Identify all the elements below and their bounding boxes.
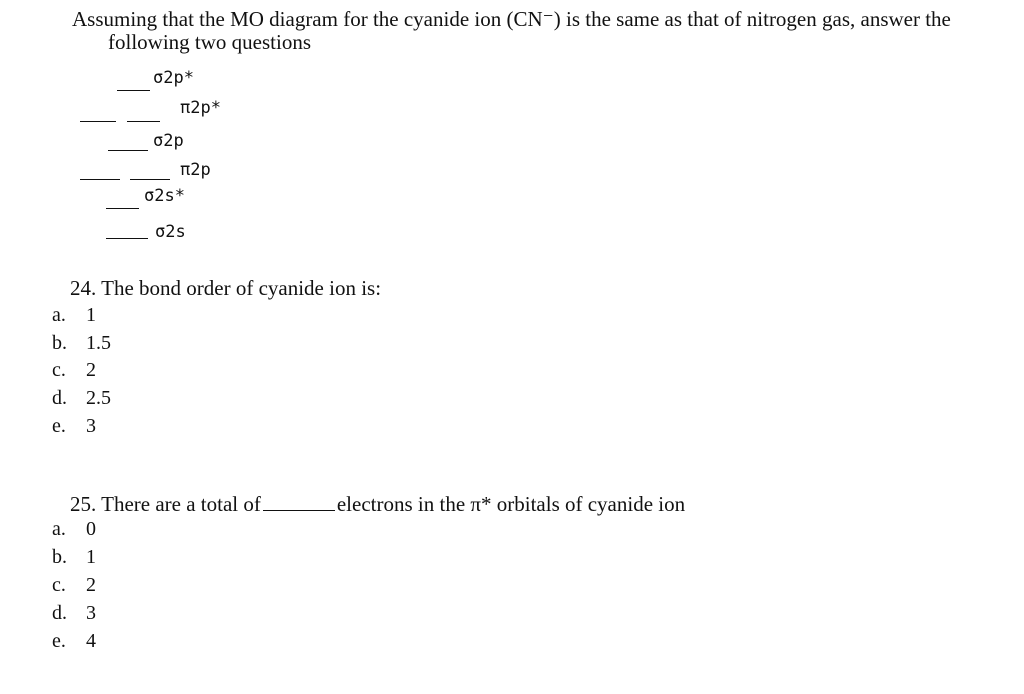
option-25c[interactable]: c. 2 [52,574,96,596]
orbital-label-sigma2s: σ2s [155,222,186,242]
option-25a[interactable]: a. 0 [52,518,96,540]
intro-line-2: following two questions [108,30,311,54]
orbital-label-pi2p-star: π2p* [180,98,221,118]
level-line [80,179,120,180]
orbital-label-sigma2s-star: σ2s* [144,186,185,206]
orbital-label-sigma2p-star: σ2p* [153,68,194,88]
level-line [130,179,170,180]
question-24-text: 24. The bond order of cyanide ion is: [70,276,382,300]
option-24a[interactable]: a. 1 [52,304,96,326]
option-24c[interactable]: c. 2 [52,359,96,381]
intro-text [72,8,951,54]
option-25b[interactable]: b. 1 [52,546,96,568]
answer-blank[interactable] [263,510,335,511]
question-25-text [70,492,685,517]
option-24b[interactable]: b. 1.5 [52,332,111,354]
intro-line-1: Assuming that the MO diagram for the cyanide ion (CN⁻) is the same as that of nitrogen gas, answer the [72,7,951,31]
level-line [108,150,148,151]
option-24e[interactable]: e. 3 [52,415,96,437]
option-24d[interactable]: d. 2.5 [52,387,111,409]
level-line [80,121,116,122]
orbital-label-sigma2p: σ2p [153,131,184,151]
orbital-label-pi2p: π2p [180,160,211,180]
option-25e[interactable]: e. 4 [52,630,96,652]
level-line [106,238,148,239]
level-line [106,208,139,209]
option-25d[interactable]: d. 3 [52,602,96,624]
level-line [127,121,160,122]
question-25-after: electrons in the π* orbitals of cyanide ion [336,492,686,516]
question-25-before: 25. There are a total of [70,492,261,516]
level-line [117,90,150,91]
